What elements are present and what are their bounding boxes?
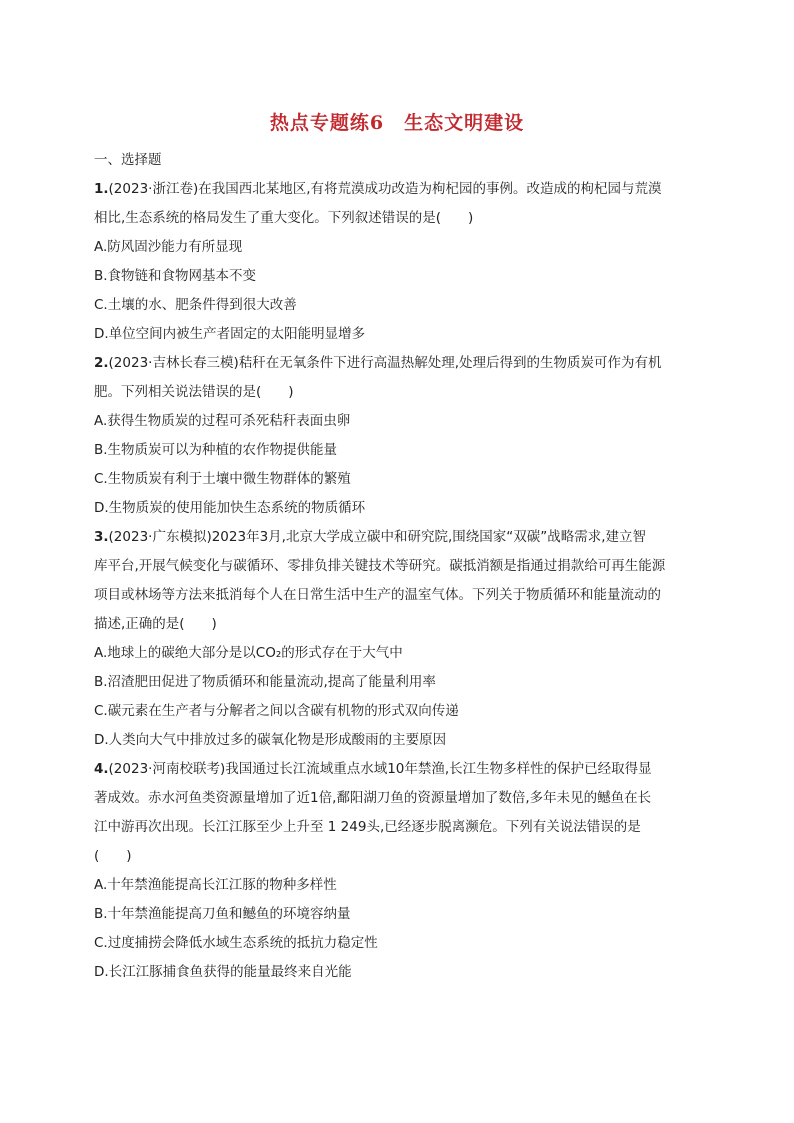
option-d[interactable]: D.生物质炭的使用能加快生态系统的物质循环	[94, 500, 366, 516]
section-heading: 一、选择题	[94, 152, 162, 168]
question-stem-line: 库平台,开展气候变化与碳循环、零排负排关键技术等研究。碳抵消额是指通过捐款给可再生能源	[94, 558, 666, 574]
option-d[interactable]: D.人类向大气中排放过多的碳氧化物是形成酸雨的主要原因	[94, 732, 447, 748]
question-2	[94, 349, 704, 523]
option-a[interactable]: A.地球上的碳绝大部分是以CO₂的形式存在于大气中	[94, 645, 403, 661]
question-number: 3.	[94, 529, 109, 545]
option-b[interactable]: B.食物链和食物网基本不变	[94, 268, 257, 284]
question-stem-text: (2023·广东模拟)2023年3月,北京大学成立碳中和研究院,围绕国家“双碳”战略需求,建立智	[108, 529, 647, 545]
question-stem-line: 描述,正确的是( )	[94, 616, 217, 632]
question-stem-line	[94, 349, 704, 378]
option-b[interactable]: B.十年禁渔能提高刀鱼和鳡鱼的环境容纳量	[94, 906, 351, 922]
option-d[interactable]: D.长江江豚捕食鱼获得的能量最终来自光能	[94, 964, 352, 980]
question-3	[94, 523, 704, 755]
question-stem-line: ( )	[94, 848, 132, 864]
question-4	[94, 755, 704, 987]
option-a[interactable]: A.十年禁渔能提高长江江豚的物种多样性	[94, 877, 337, 893]
question-stem-text: (2023·河南校联考)我国通过长江流域重点水域10年禁渔,长江生物多样性的保护已经取得显	[108, 761, 652, 777]
question-1	[94, 175, 704, 349]
question-list	[94, 146, 704, 987]
option-a[interactable]: A.获得生物质炭的过程可杀死秸秆表面虫卵	[94, 413, 351, 429]
question-stem-line	[94, 755, 704, 784]
question-number: 2.	[94, 355, 109, 371]
option-a[interactable]: A.防风固沙能力有所显现	[94, 239, 243, 255]
option-c[interactable]: C.碳元素在生产者与分解者之间以含碳有机物的形式双向传递	[94, 703, 459, 719]
question-stem-line: 项目或林场等方法来抵消每个人在日常生活中生产的温室气体。下列关于物质循环和能量流动的	[94, 587, 661, 603]
page-title: 热点专题练6 生态文明建设	[269, 112, 525, 134]
option-b[interactable]: B.沼渣肥田促进了物质循环和能量流动,提高了能量利用率	[94, 674, 436, 690]
question-number: 4.	[94, 761, 109, 777]
question-number: 1.	[94, 181, 109, 197]
option-d[interactable]: D.单位空间内被生产者固定的太阳能明显增多	[94, 326, 366, 342]
question-stem-line: 肥。下列相关说法错误的是( )	[94, 384, 294, 400]
option-b[interactable]: B.生物质炭可以为种植的农作物提供能量	[94, 442, 338, 458]
question-stem-line: 相比,生态系统的格局发生了重大变化。下列叙述错误的是( )	[94, 210, 474, 226]
question-stem-text: (2023·浙江卷)在我国西北某地区,有将荒漠成功改造为枸杞园的事例。改造成的枸杞园与荒漠	[108, 181, 662, 197]
option-c[interactable]: C.土壤的水、肥条件得到很大改善	[94, 297, 297, 313]
question-stem-text: (2023·吉林长春三模)秸秆在无氧条件下进行高温热解处理,处理后得到的生物质炭可作为有机	[108, 355, 662, 371]
question-stem-line: 著成效。赤水河鱼类资源量增加了近1倍,鄱阳湖刀鱼的资源量增加了数倍,多年未见的鳡鱼在长	[94, 790, 652, 806]
question-stem-line	[94, 523, 704, 552]
option-c[interactable]: C.过度捕捞会降低水域生态系统的抵抗力稳定性	[94, 935, 378, 951]
question-stem-line: 江中游再次出现。长江江豚至少上升至 1 249头,已经逐步脱离濒危。下列有关说法错误的是	[94, 819, 641, 835]
question-stem-line	[94, 175, 704, 204]
option-c[interactable]: C.生物质炭有利于土壤中微生物群体的繁殖	[94, 471, 351, 487]
